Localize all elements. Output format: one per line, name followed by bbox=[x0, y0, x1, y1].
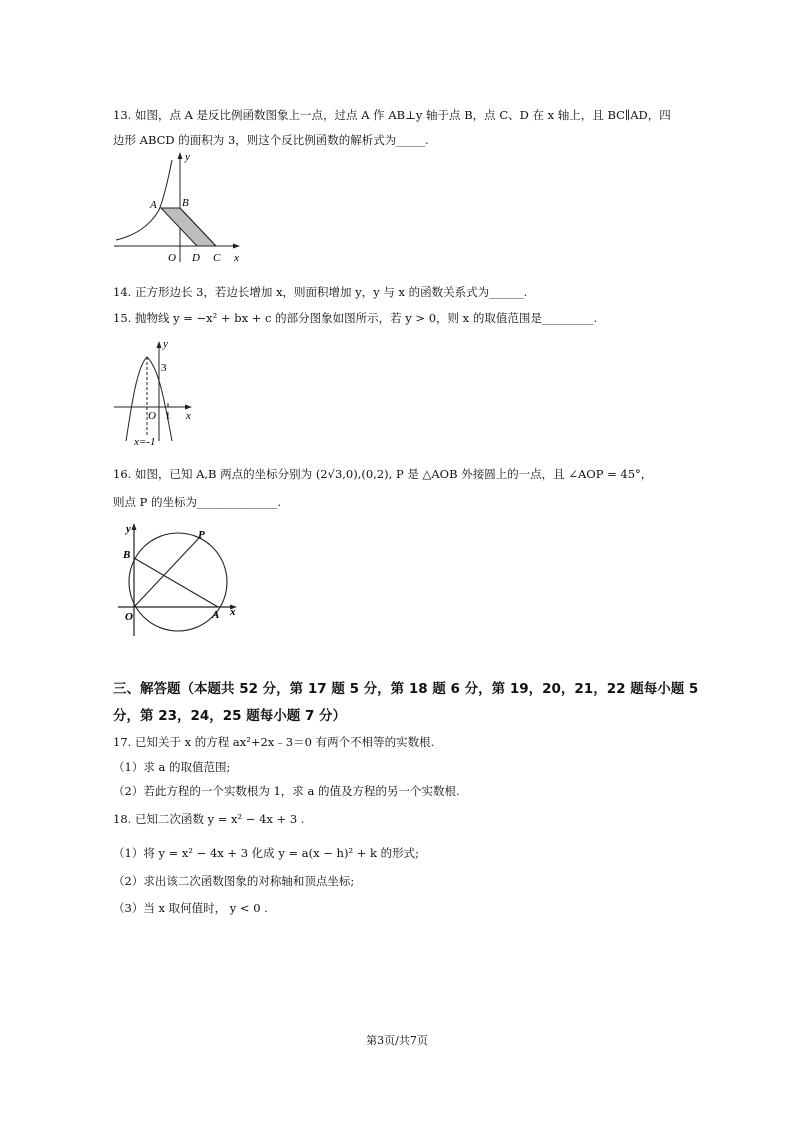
q18-stem: 18. 已知二次函数 y = x² − 4x + 3 . bbox=[113, 812, 305, 826]
q16-figure bbox=[112, 518, 247, 638]
q16-label-y: y bbox=[126, 523, 131, 535]
q15-label-axis: x=-1 bbox=[134, 436, 156, 448]
q13-line-2: 边形 ABCD 的面积为 3，则这个反比例函数的解析式为_____. bbox=[113, 133, 429, 147]
q17-part-1: （1）求 a 的取值范围; bbox=[113, 760, 231, 774]
q15-label-o: O bbox=[148, 410, 156, 422]
q16-line-1: 16. 如图，已知 A,B 两点的坐标分别为 (2√3,0),(0,2), P 是 △AOB 外接圆上的一点，且 ∠AOP = 45°， bbox=[113, 467, 653, 481]
q13-label-o: O bbox=[168, 252, 176, 264]
q15-figure bbox=[112, 337, 202, 447]
q16-label-b: B bbox=[123, 549, 131, 561]
q13-label-b: B bbox=[182, 197, 189, 209]
q16-label-p: P bbox=[198, 529, 205, 541]
q15-label-3: 3 bbox=[161, 362, 167, 374]
q15-label-1: 1 bbox=[165, 410, 171, 422]
q18-part-2: （2）求出该二次函数图象的对称轴和顶点坐标; bbox=[113, 874, 355, 888]
q13-label-y: y bbox=[185, 151, 190, 163]
q13-figure bbox=[112, 150, 247, 268]
q16-label-x: x bbox=[230, 606, 236, 618]
q13-label-a: A bbox=[150, 199, 157, 211]
page-number: 第3页/共7页 bbox=[366, 1034, 428, 1047]
q13-label-x: x bbox=[234, 252, 239, 264]
q16-line-2: 则点 P 的坐标为______________. bbox=[113, 495, 282, 509]
q18-part-1: （1）将 y = x² − 4x + 3 化成 y = a(x − h)² + k 的形式; bbox=[113, 846, 420, 860]
q17-part-2: （2）若此方程的一个实数根为 1，求 a 的值及方程的另一个实数根. bbox=[113, 784, 460, 798]
q16-label-a: A bbox=[212, 609, 220, 621]
section-3-heading-line-1: 三、解答题（本题共 52 分，第 17 题 5 分，第 18 题 6 分，第 19，20，21，22 题每小题 5 bbox=[113, 681, 699, 697]
q13-line-1: 13. 如图，点 A 是反比例函数图象上一点，过点 A 作 AB⊥y 轴于点 B，点 C、D 在 x 轴上，且 BC∥AD，四 bbox=[113, 108, 671, 122]
section-3-heading-line-2: 分，第 23，24，25 题每小题 7 分） bbox=[113, 708, 347, 724]
q15-label-y: y bbox=[163, 338, 168, 350]
q13-label-d: D bbox=[192, 252, 200, 264]
q13-label-c: C bbox=[213, 252, 221, 264]
q15-label-x: x bbox=[186, 410, 191, 422]
q18-part-3: （3）当 x 取何值时， y < 0 . bbox=[113, 901, 268, 915]
q15-text: 15. 抛物线 y = −x² + bx + c 的部分图象如图所示，若 y > 0，则 x 的取值范围是_________. bbox=[113, 311, 598, 325]
q16-label-o: O bbox=[125, 611, 133, 623]
q14-text: 14. 正方形边长 3，若边长增加 x，则面积增加 y，y 与 x 的函数关系式为______. bbox=[113, 285, 528, 299]
q17-stem: 17. 已知关于 x 的方程 ax²+2x﹣3＝0 有两个不相等的实数根. bbox=[113, 735, 435, 749]
